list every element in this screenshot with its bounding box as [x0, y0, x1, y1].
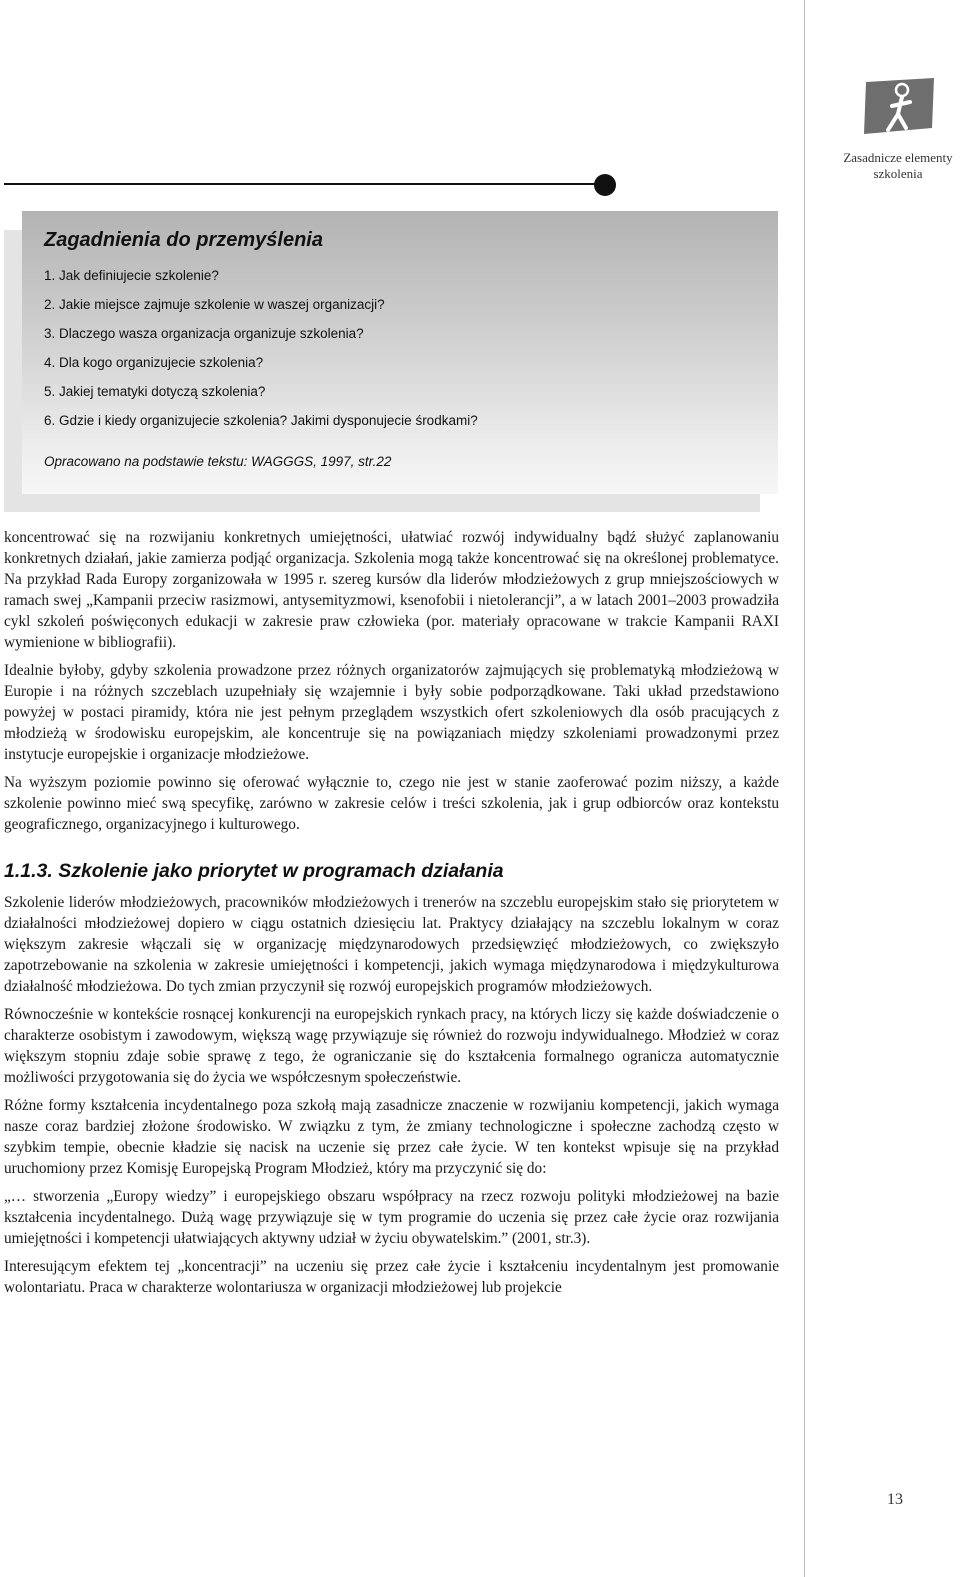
- question-item: 3. Dlaczego wasza organizacja organizuje szkolenia?: [44, 326, 364, 341]
- question-item: 1. Jak definiujecie szkolenie?: [44, 268, 219, 283]
- box-source-note: Opracowano na podstawie tekstu: WAGGGS, 1997, str.22: [44, 454, 392, 469]
- header-rule: [4, 183, 602, 185]
- body-paragraph: Szkolenie liderów młodzieżowych, pracowników młodzieżowych i trenerów na szczeblu europejskim stało się priorytetem w działalności młodzieżowej dopiero w ciągu ostatnich dziesięciu lat. Praktycy działający na szczeblu lokalnym w coraz większym zakresie włączali się w organizację międzynarodowych przedsięwzięć młodzieżowych, co zwiększyło zapotrzebowanie na szkolenia w zakresie umiejętności i kompetencji, jakich wymaga międzynarodowa i międzykulturowa działalność młodzieżowa. Do tych zmian przyczynił się rozwój europejskich programów młodzieżowych.: [4, 894, 779, 995]
- section-heading: 1.1.3. Szkolenie jako priorytet w programach działania: [4, 860, 504, 882]
- body-paragraph: Różne formy kształcenia incydentalnego poza szkołą mają zasadnicze znaczenie w rozwijaniu kompetencji, jakich wymaga nasze coraz bardziej złożone środowisko. W związku z tym, że zmiany technologiczne i społeczne zachodzą często w szybkim tempie, obecnie kładzie się nacisk na uczenie się przez całe życie. W ten kontekst wpisuje się na przykład uruchomiony przez Komisję Europejską Program Młodzież, który ma przyczynić się do:: [4, 1097, 779, 1177]
- body-paragraph: koncentrować się na rozwijaniu konkretnych umiejętności, ułatwiać rozwój indywidualny bądź służyć zaplanowaniu konkretnych działań, jakie zamierza podjąć organizacja. Szkolenia mogą także koncentrować się na określonej problematyce. Na przykład Rada Europy zorganizowała w 1995 r. szereg kursów dla liderów młodzieżowych z grup mniejszościowych w ramach swej „Kampanii przeciw rasizmowi, antysemityzmowi, ksenofobii i nietolerancji”, a w latach 2001–2003 prowadziła cykl szkoleń poświęconych edukacji w zakresie praw człowieka (por. materiały opracowane w trakcie Kampanii RAXI wymienione w bibliografii).: [4, 529, 779, 651]
- body-paragraph: Równocześnie w kontekście rosnącej konkurencji na europejskich rynkach pracy, na których liczy się każde doświadczenie o charakterze osobistym i zawodowym, większą wagę przywiązuje się również do rozwoju indywidualnego. Młodzież w coraz większym stopniu zdaje sobie sprawę z tego, że ograniczanie się do kształcenia formalnego ogranicza automatycznie możliwości przygotowania się do życia we współczesnym społeczeństwie.: [4, 1006, 779, 1086]
- questions-list: [44, 266, 478, 440]
- reflection-questions-box: [22, 211, 778, 494]
- main-text: [4, 527, 779, 1305]
- bullet-dot-icon: [594, 174, 616, 196]
- box-title: Zagadnienia do przemyślenia: [44, 229, 323, 251]
- question-item: 5. Jakiej tematyki dotyczą szkolenia?: [44, 384, 266, 399]
- margin-divider: [804, 0, 805, 1577]
- question-item: 2. Jakie miejsce zajmuje szkolenie w waszej organizacji?: [44, 297, 385, 312]
- body-paragraph: Na wyższym poziomie powinno się oferować wyłącznie to, czego nie jest w stanie zaoferować pozim niższy, a każde szkolenie powinno mieć swą specyfikę, zarówno w zakresie celów i treści szkolenia, jak i grup odbiorców oraz kontekstu geograficznego, organizacyjnego i kulturowego.: [4, 774, 779, 833]
- body-paragraph: Idealnie byłoby, gdyby szkolenia prowadzone przez różnych organizatorów zajmujących się problematyką młodzieżową w Europie i na różnych szczeblach uzupełniały się wzajemnie i były sobie podporządkowane. Taki układ przedstawiono powyżej w postaci piramidy, która nie jest pełnym przeglądem wszystkich ofert szkoleniowych dla osób pracujących z młodzieżą w środowisku europejskim, ale koncentruje się na powiązaniach między szkoleniami prowadzonymi przez instytucje europejskie i organizacje młodzieżowe.: [4, 662, 779, 763]
- body-paragraph: Interesującym efektem tej „koncentracji” na uczeniu się przez całe życie i kształceniu incydentalnym jest promowanie wolontariatu. Praca w charakterze wolontariusza w organizacji młodzieżowej lub projekcie: [4, 1258, 779, 1296]
- quotation-paragraph: „… stworzenia „Europy wiedzy” i europejskiego obszaru współpracy na rzecz rozwoju polityki młodzieżowej na bazie kształcenia incydentalnego. Dużą wagę przywiązuje się w tym programie do uczenia się przez całe życie oraz rozwijania umiejętności i kompetencji ułatwiających aktywny udział w życiu obywatelskim.” (2001, str.3).: [4, 1188, 779, 1247]
- question-item: 4. Dla kogo organizujecie szkolenia?: [44, 355, 264, 370]
- person-figure-logo-icon: [862, 78, 936, 140]
- page-number: 13: [887, 1491, 903, 1508]
- question-item: 6. Gdzie i kiedy organizujecie szkolenia? Jakimi dysponujecie środkami?: [44, 413, 478, 428]
- margin-chapter-label: Zasadnicze elementy szkolenia: [843, 150, 953, 181]
